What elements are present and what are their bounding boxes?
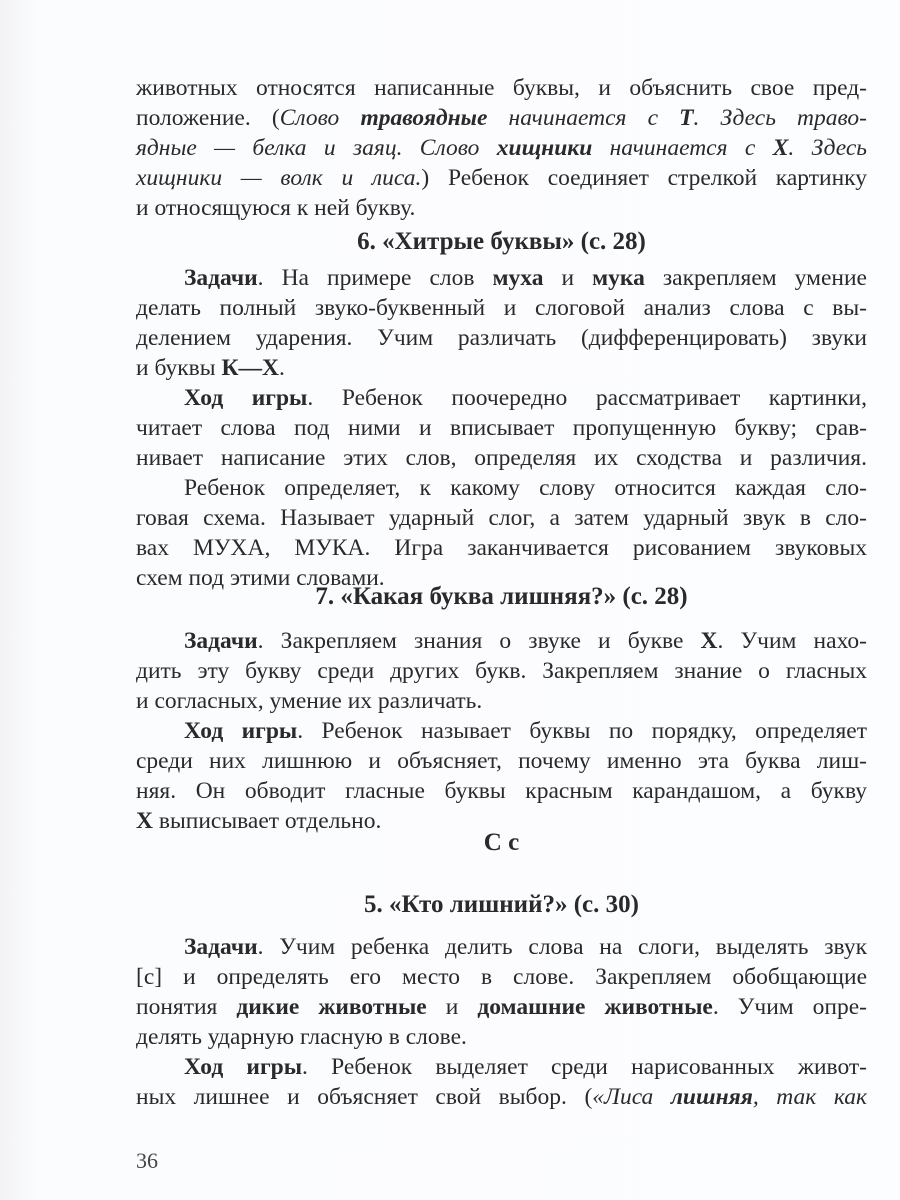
text-line: делением ударения. Учим различать (дифференцировать) звуки [136,325,867,351]
section-7 [136,582,867,836]
text-line: и относящуюся к ней букву. [136,195,416,221]
section-6 [136,227,867,593]
text-line: Задачи. Закрепляем знания о звуке и букве Х. Учим нахо- [184,628,867,654]
text-line: делать полный звуко-буквенный и слоговой анализ слова с вы- [136,295,867,321]
text-line: ядные — белка и заяц. Слово хищники начинается с Х. Здесь [136,135,867,161]
letter-section [136,828,867,858]
text-line: и буквы К—Х. [136,355,285,381]
text-line: делять ударную гласную в слове. [136,1024,467,1050]
text-line: Х выписывает отдельно. [136,808,382,834]
text-line: Ход игры. Ребенок выделяет среди нарисованных живот- [184,1054,867,1080]
text-line: Задачи. На примере слов муха и мука закрепляем умение [184,265,867,291]
text-line: Ребенок определяет, к какому слову относится каждая сло- [184,475,867,501]
text-line: читает слова под ними и вписывает пропущенную букву; срав- [136,415,867,441]
intro-paragraph [136,73,867,223]
text-line: Ход игры. Ребенок поочередно рассматривает картинки, [184,385,867,411]
text-line: среди них лишнюю и объясняет, почему именно эта буква лиш- [136,748,867,774]
page-number: 36 [136,1148,158,1173]
section-5 [136,890,867,1112]
text-line: дить эту букву среди других букв. Закрепляем знание о гласных [136,658,867,684]
text-line: хищники — волк и лиса.) Ребенок соединяет стрелкой картинку [136,165,867,191]
text-line: Ход игры. Ребенок называет буквы по порядку, определяет [184,718,868,744]
text-line: вах МУХА, МУКА. Игра заканчивается рисованием звуковых [136,535,867,561]
text-line: няя. Он обводит гласные буквы красным карандашом, а букву [136,778,867,804]
text-line: схем под этими словами. [136,565,385,591]
text-line: и согласных, умение их различать. [136,688,483,714]
text-line: понятия дикие животные и домашние животные. Учим опре- [136,994,867,1020]
text-line: Задачи. Учим ребенка делить слова на слоги, выделять звук [184,934,867,960]
section-heading: 7. «Какая буква лишняя?» (с. 28) [315,583,688,610]
text-line: животных относятся написанные буквы, и объяснить свое пред- [136,75,867,101]
text-line: ных лишнее и объясняет свой выбор. («Лиса лишняя, так как [136,1084,867,1110]
text-line: говая схема. Называет ударный слог, а затем ударный звук в сло- [136,505,867,531]
letter-heading: С с [483,829,520,856]
text-line: нивает написание этих слов, определяя их сходства и различия. [136,445,867,471]
text-line: [с] и определять его место в слове. Закрепляем обобщающие [136,964,867,990]
section-heading: 6. «Хитрые буквы» (с. 28) [357,228,646,255]
section-heading: 5. «Кто лишний?» (с. 30) [364,891,639,918]
text-line: положение. (Слово травоядные начинается с Т. Здесь траво- [136,105,867,131]
